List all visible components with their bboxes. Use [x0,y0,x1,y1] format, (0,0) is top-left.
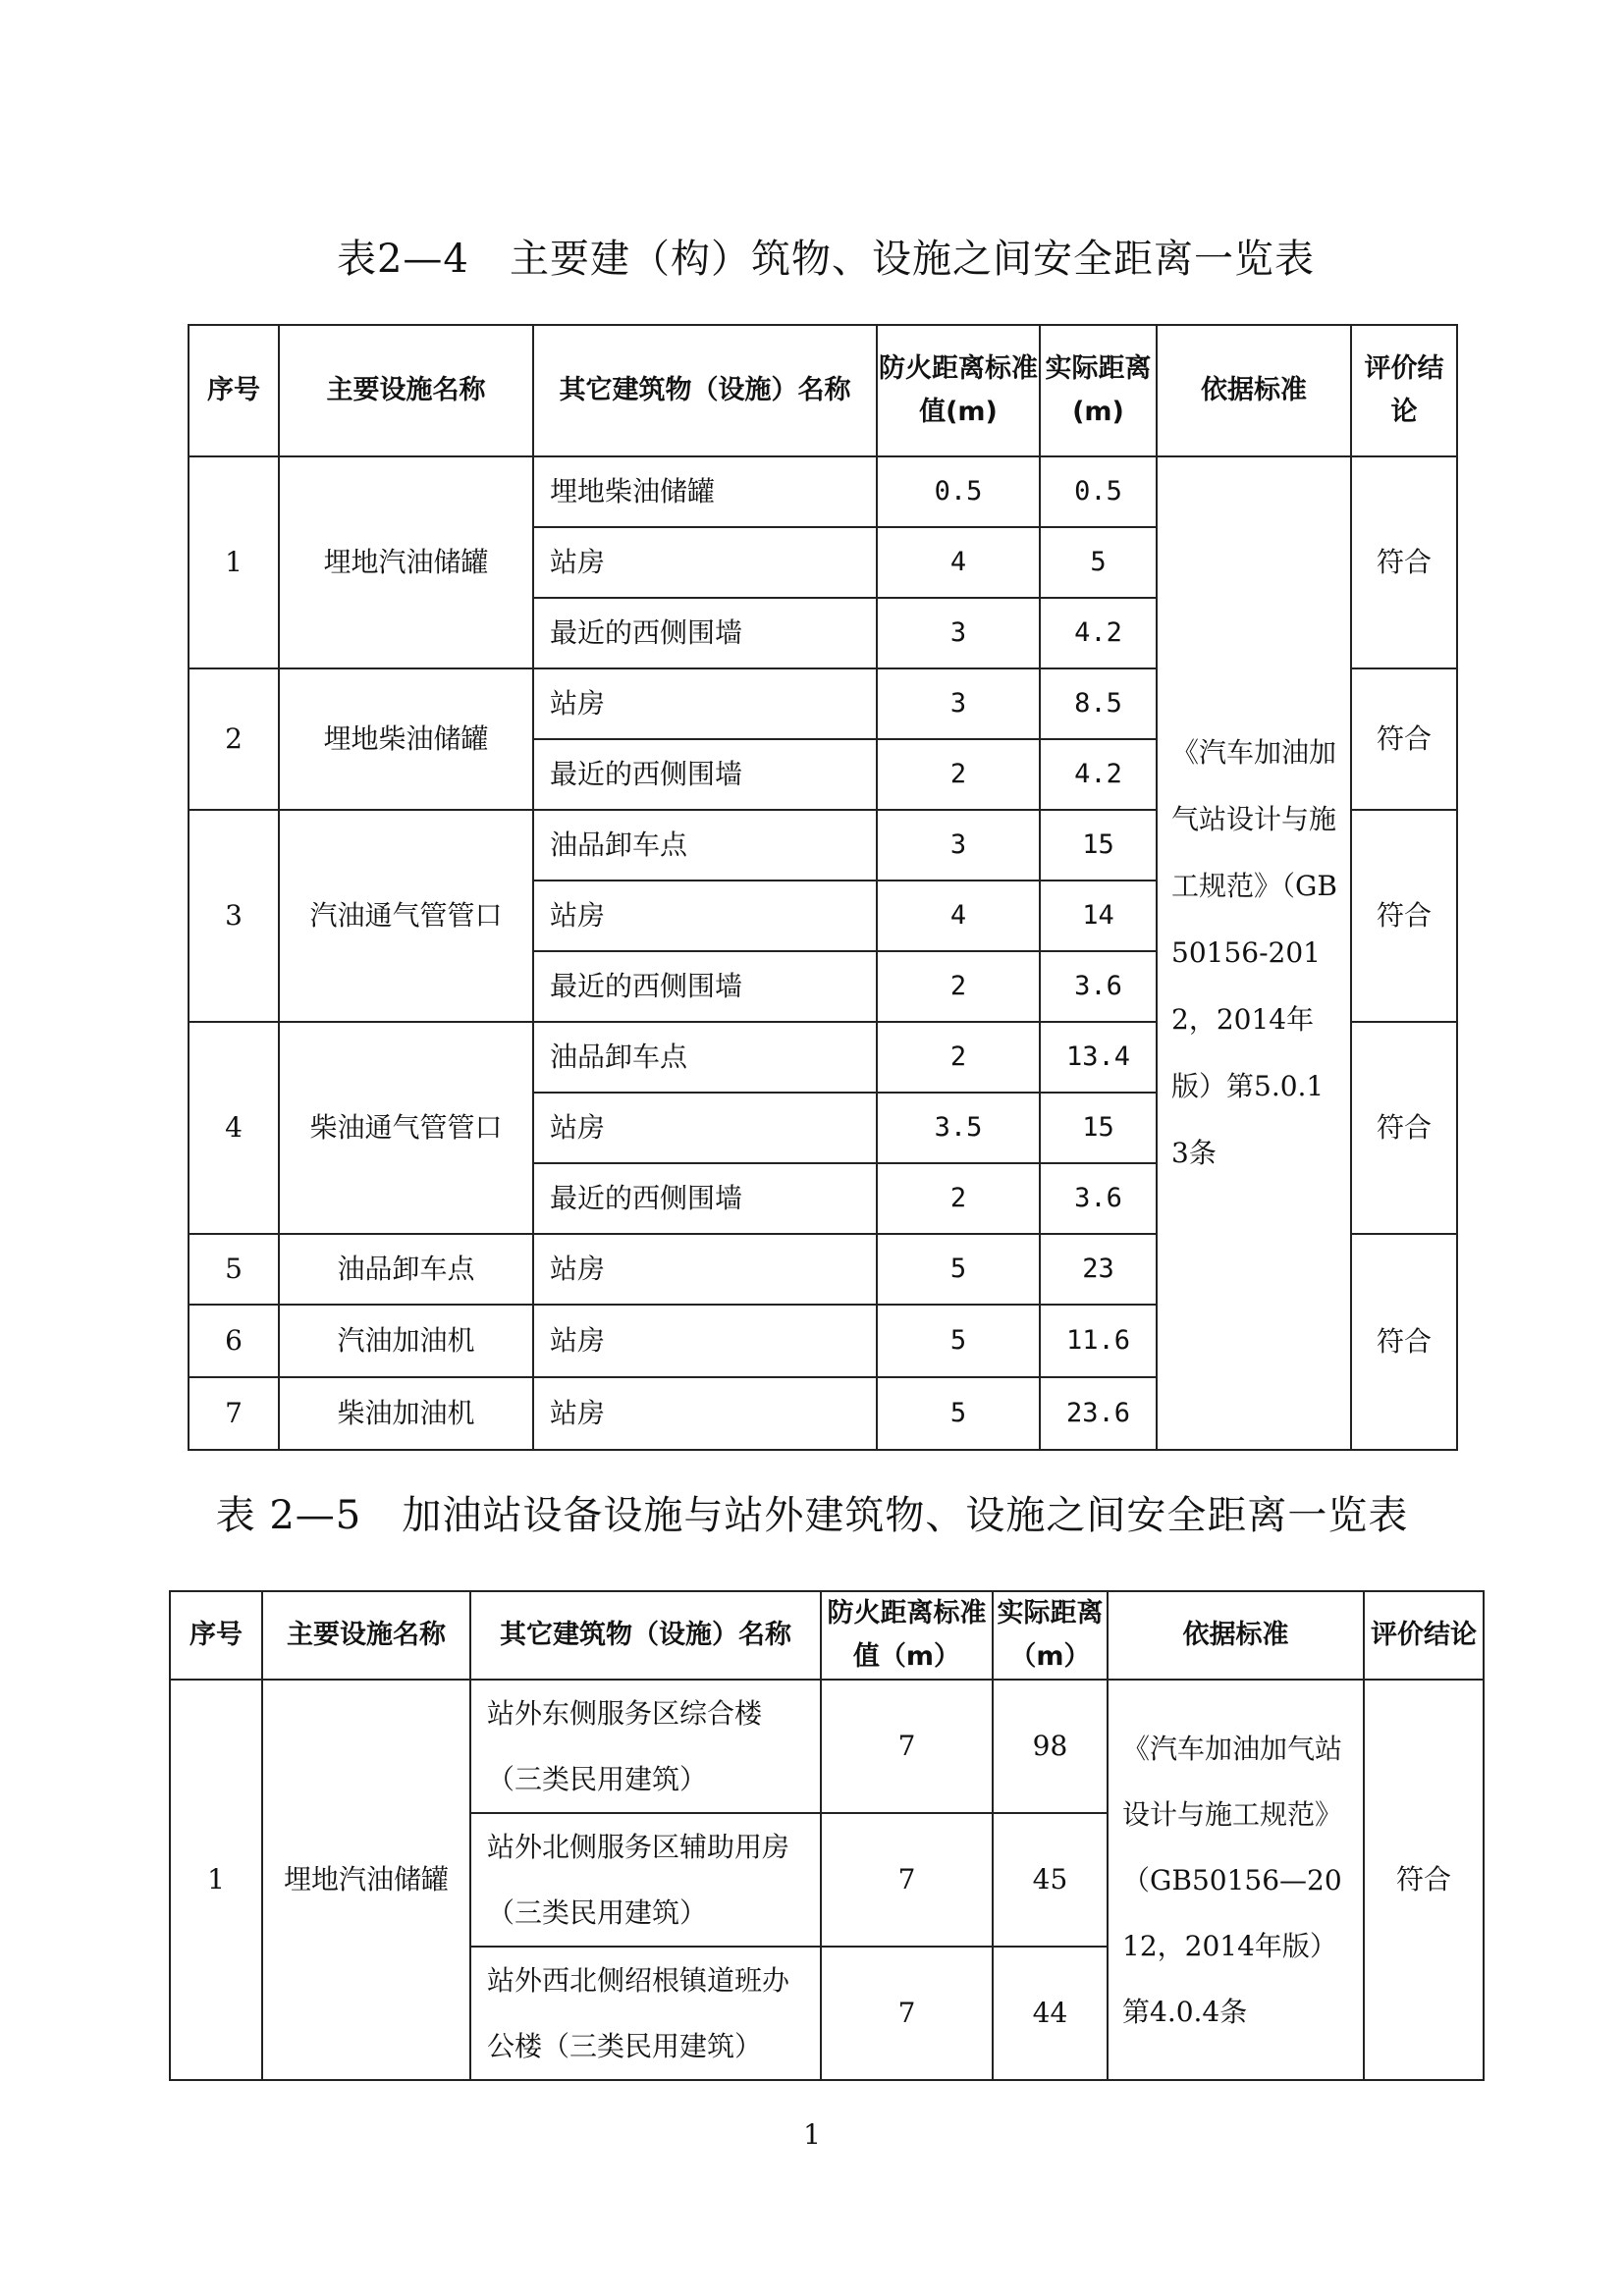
standard-distance-cell: 7 [821,1680,993,1813]
other-building-cell: 最近的西侧围墙 [533,739,877,810]
header-standard-distance: 防火距离标准值（m） [821,1591,993,1680]
actual-distance-cell: 11.6 [1040,1305,1157,1377]
standard-distance-cell: 3 [877,668,1040,739]
header-actual-distance: 实际距离（m） [993,1591,1108,1680]
actual-distance-cell: 23.6 [1040,1377,1157,1450]
standard-distance-cell: 2 [877,1022,1040,1093]
standard-distance-cell: 5 [877,1234,1040,1305]
standard-distance-cell: 2 [877,739,1040,810]
other-building-cell: 站房 [533,1093,877,1163]
actual-distance-cell: 0.5 [1040,456,1157,527]
actual-distance-cell: 3.6 [1040,1163,1157,1234]
actual-distance-cell: 44 [993,1947,1108,2080]
actual-distance-cell: 14 [1040,881,1157,951]
seq-cell: 7 [189,1377,279,1450]
header-actual-distance: 实际距离(m) [1040,325,1157,456]
standard-distance-cell: 3 [877,598,1040,668]
main-facility-cell: 埋地柴油储罐 [279,668,533,810]
seq-cell: 4 [189,1022,279,1234]
main-facility-cell: 汽油通气管管口 [279,810,533,1022]
main-facility-cell: 柴油加油机 [279,1377,533,1450]
actual-distance-cell: 4.2 [1040,598,1157,668]
page-number: 1 [803,2118,821,2151]
actual-distance-cell: 13.4 [1040,1022,1157,1093]
seq-cell: 1 [170,1680,262,2080]
result-cell: 符合 [1351,668,1457,810]
table2-title: 表 2—5 加油站设备设施与站外建筑物、设施之间安全距离一览表 [215,1493,1409,1538]
header-result: 评价结论 [1351,325,1457,456]
header-other-building: 其它建筑物（设施）名称 [533,325,877,456]
basis-cell: 《汽车加油加气站设计与施工规范》（GB50156-2012，2014年版）第5.0.13条 [1157,456,1351,1450]
other-building-cell: 最近的西侧围墙 [533,1163,877,1234]
result-cell: 符合 [1351,810,1457,1022]
other-building-cell: 站房 [533,527,877,598]
other-building-cell: 站房 [533,668,877,739]
main-facility-cell: 油品卸车点 [279,1234,533,1305]
standard-distance-cell: 5 [877,1305,1040,1377]
other-building-cell: 站房 [533,1377,877,1450]
main-facility-cell: 柴油通气管管口 [279,1022,533,1234]
header-basis: 依据标准 [1157,325,1351,456]
header-main-facility: 主要设施名称 [279,325,533,456]
other-building-cell: 最近的西侧围墙 [533,598,877,668]
header-result: 评价结论 [1364,1591,1484,1680]
standard-distance-cell: 7 [821,1813,993,1947]
standard-distance-cell: 7 [821,1947,993,2080]
other-building-cell: 油品卸车点 [533,810,877,881]
seq-cell: 5 [189,1234,279,1305]
result-cell: 符合 [1364,1680,1484,2080]
other-building-cell: 站外北侧服务区辅助用房（三类民用建筑） [470,1813,821,1947]
standard-distance-cell: 5 [877,1377,1040,1450]
basis-cell: 《汽车加油加气站设计与施工规范》（GB50156—2012，2014年版）第4.0.4条 [1108,1680,1364,2080]
other-building-cell: 站房 [533,1234,877,1305]
standard-distance-cell: 4 [877,527,1040,598]
table1-title: 表2—4 主要建（构）筑物、设施之间安全距离一览表 [336,237,1316,282]
other-building-cell: 站外东侧服务区综合楼（三类民用建筑） [470,1680,821,1813]
actual-distance-cell: 23 [1040,1234,1157,1305]
actual-distance-cell: 5 [1040,527,1157,598]
header-seq: 序号 [189,325,279,456]
standard-distance-cell: 4 [877,881,1040,951]
actual-distance-cell: 4.2 [1040,739,1157,810]
header-standard-distance: 防火距离标准值(m) [877,325,1040,456]
seq-cell: 1 [189,456,279,668]
standard-distance-cell: 3 [877,810,1040,881]
other-building-cell: 站房 [533,1305,877,1377]
safety-distance-table-external [169,1590,1485,2081]
header-main-facility: 主要设施名称 [262,1591,470,1680]
seq-cell: 3 [189,810,279,1022]
seq-cell: 6 [189,1305,279,1377]
result-cell: 符合 [1351,1234,1457,1450]
header-other-building: 其它建筑物（设施）名称 [470,1591,821,1680]
standard-distance-cell: 0.5 [877,456,1040,527]
actual-distance-cell: 3.6 [1040,951,1157,1022]
actual-distance-cell: 98 [993,1680,1108,1813]
actual-distance-cell: 8.5 [1040,668,1157,739]
safety-distance-table-internal [188,324,1458,1451]
standard-distance-cell: 2 [877,1163,1040,1234]
main-facility-cell: 埋地汽油储罐 [262,1680,470,2080]
actual-distance-cell: 15 [1040,810,1157,881]
seq-cell: 2 [189,668,279,810]
actual-distance-cell: 15 [1040,1093,1157,1163]
standard-distance-cell: 2 [877,951,1040,1022]
other-building-cell: 站外西北侧绍根镇道班办公楼（三类民用建筑） [470,1947,821,2080]
standard-distance-cell: 3.5 [877,1093,1040,1163]
main-facility-cell: 埋地汽油储罐 [279,456,533,668]
result-cell: 符合 [1351,1022,1457,1234]
header-seq: 序号 [170,1591,262,1680]
other-building-cell: 油品卸车点 [533,1022,877,1093]
other-building-cell: 最近的西侧围墙 [533,951,877,1022]
other-building-cell: 站房 [533,881,877,951]
actual-distance-cell: 45 [993,1813,1108,1947]
main-facility-cell: 汽油加油机 [279,1305,533,1377]
header-basis: 依据标准 [1108,1591,1364,1680]
result-cell: 符合 [1351,456,1457,668]
other-building-cell: 埋地柴油储罐 [533,456,877,527]
